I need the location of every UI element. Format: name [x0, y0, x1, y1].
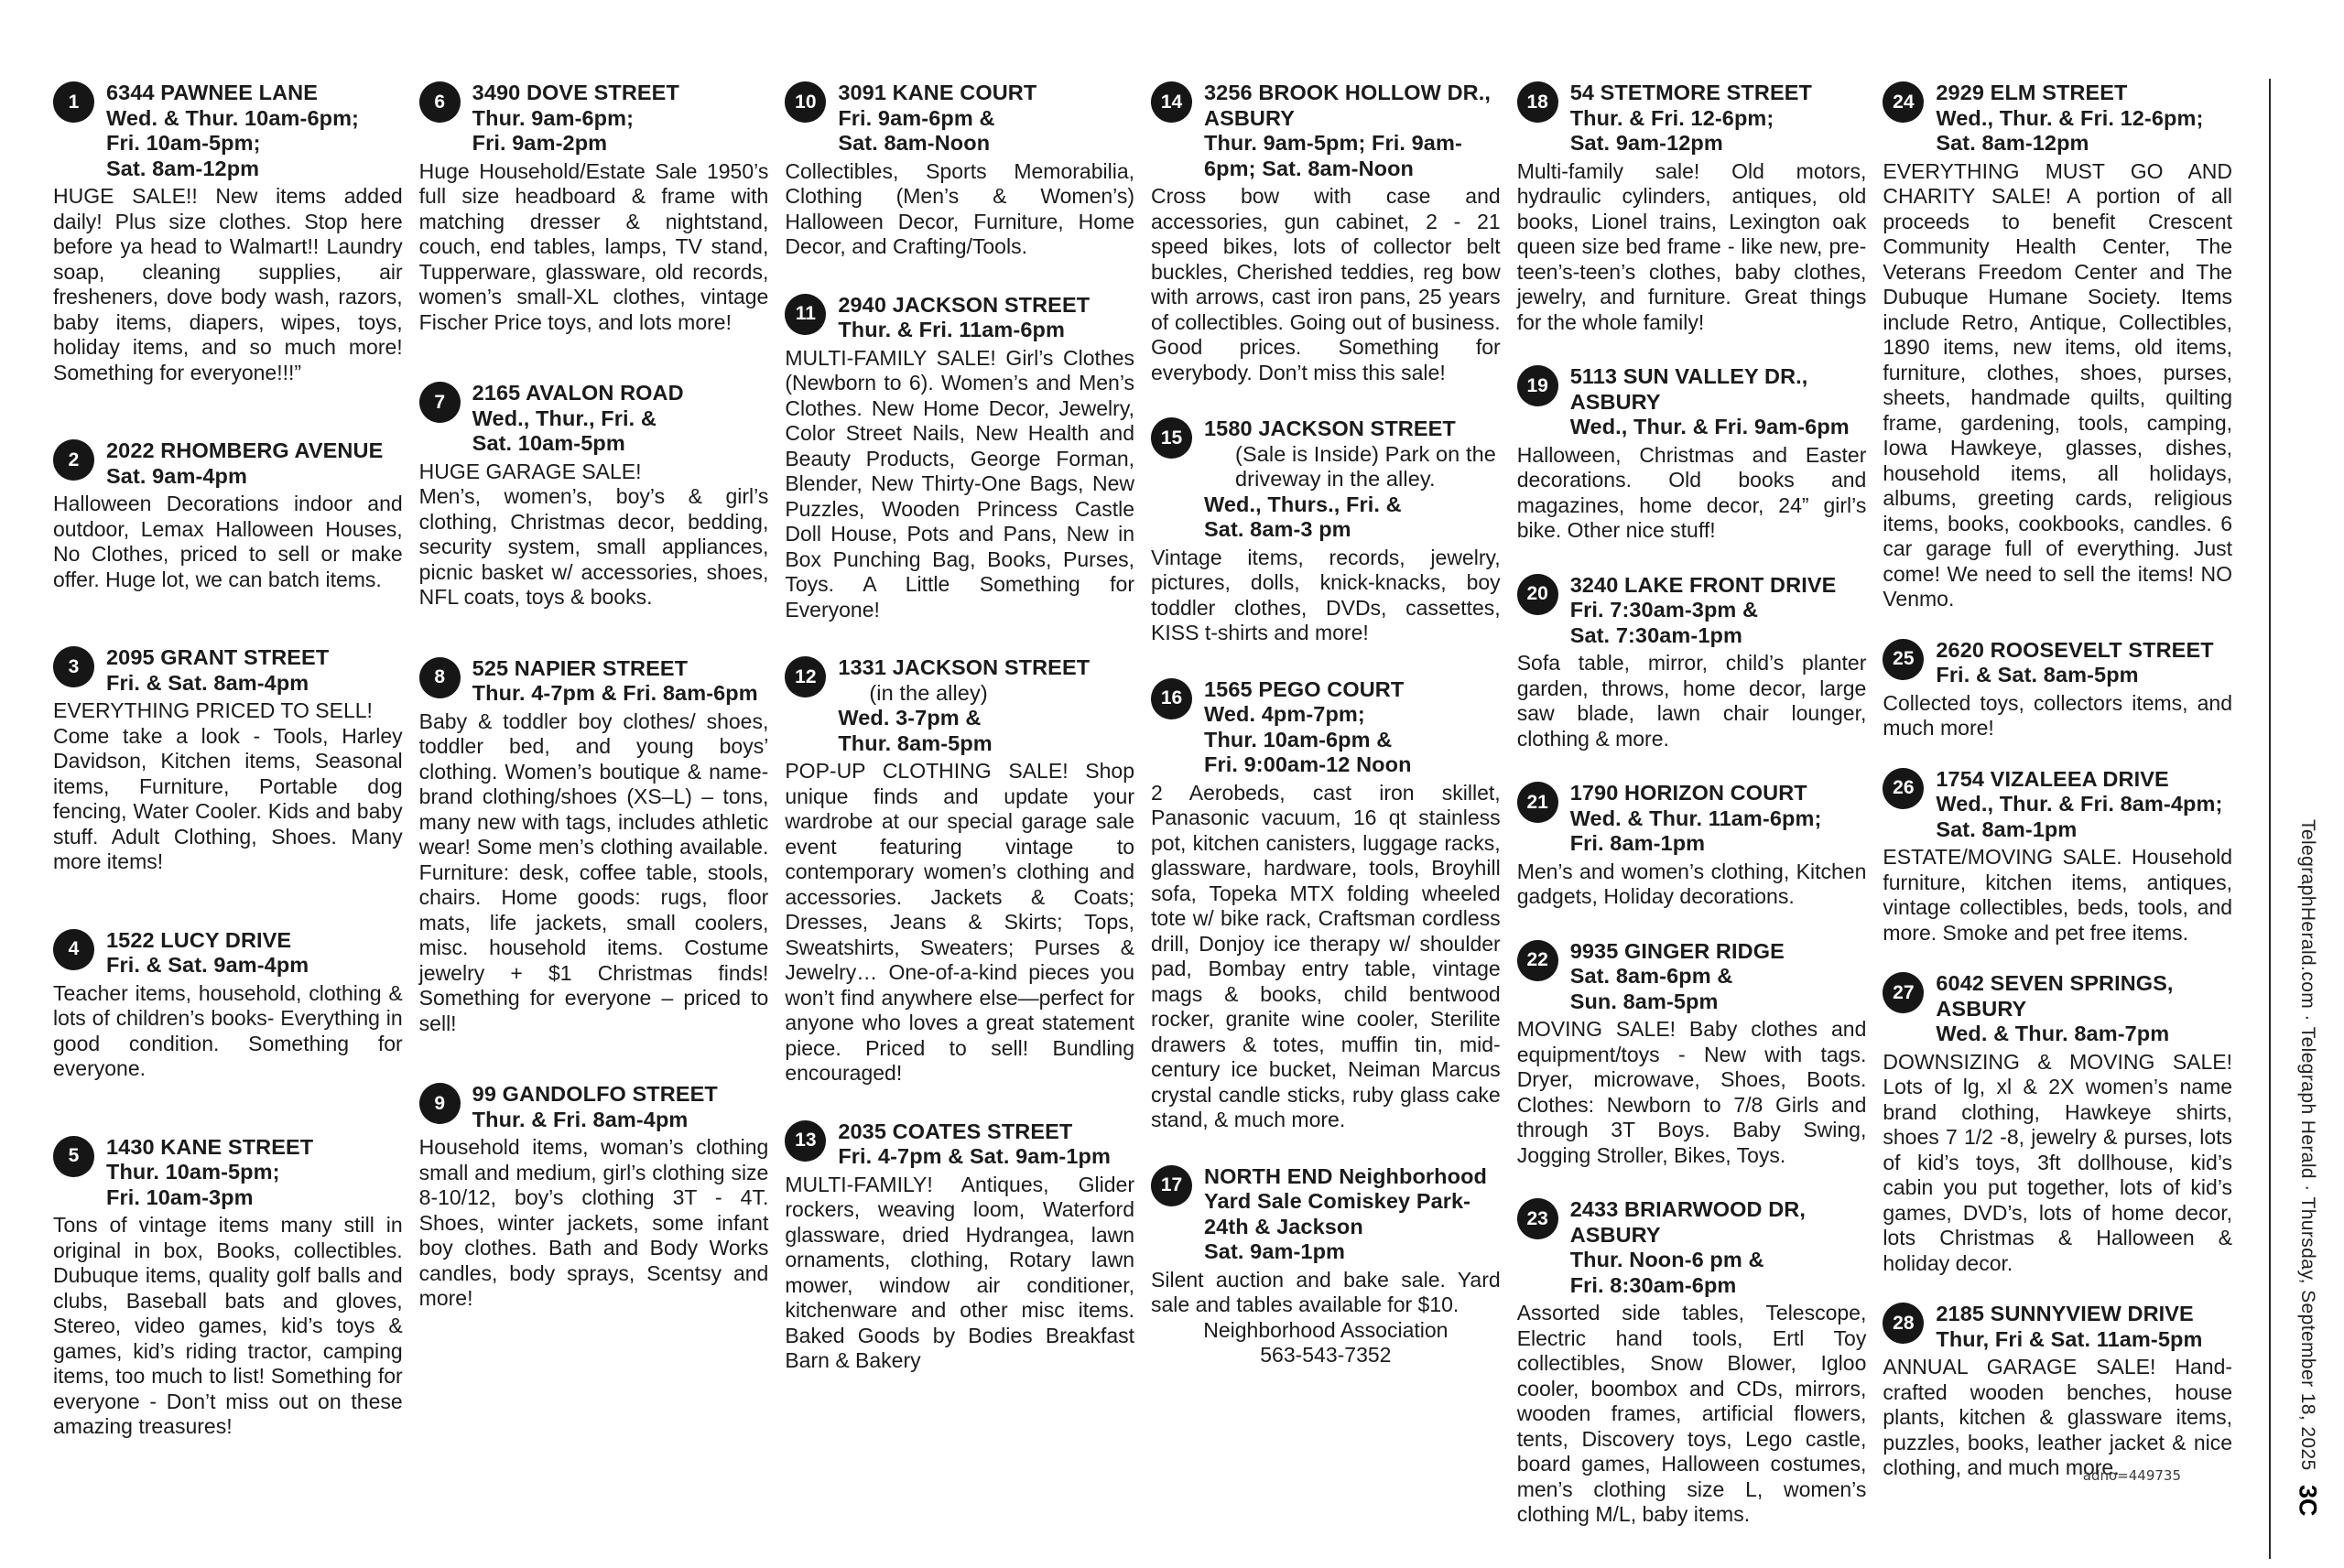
listing-address: ASBURY: [1204, 105, 1295, 130]
listing-hours: Sat. 9am-1pm: [1204, 1239, 1346, 1263]
listing-header: [1570, 364, 1867, 440]
listing-address: 24th & Jackson: [1204, 1214, 1363, 1238]
listing-address: 2165 AVALON ROAD: [472, 381, 684, 405]
listing-hours: Fri. & Sat. 8am-4pm: [106, 670, 309, 695]
listing-address: 1754 VIZALEEA DRIVE: [1936, 766, 2169, 791]
listing-address: Yard Sale Comiskey Park-: [1204, 1189, 1471, 1213]
listing-description: [53, 184, 403, 385]
listing: [419, 656, 769, 1037]
column-5: [1517, 81, 1867, 1557]
listing-description-paragraph: MULTI-FAMILY! Antiques, Glider rockers, weaving loom, Waterford glassware, dried Hydrangea, lawn ornaments, clothing, Rotary lawn mower, window air conditioner, kitchenware and other misc items. Baked Goods by Bodies Breakfast Barn & Bakery: [785, 1172, 1135, 1372]
listing-header: [1570, 939, 1867, 1015]
listing-address: NORTH END Neighborhood: [1204, 1163, 1487, 1188]
listing-note: driveway in the alley.: [1235, 467, 1436, 491]
listing-address: 3240 LAKE FRONT DRIVE: [1569, 572, 1837, 597]
listing: [1883, 638, 2232, 741]
listing-address: 1331 JACKSON STREET: [838, 655, 1091, 679]
listing: [785, 1119, 1134, 1374]
listing-number-badge: 18: [1517, 81, 1558, 123]
listing-number-badge: 6: [419, 81, 461, 123]
listing-hours: Wed. 3-7pm &: [838, 706, 982, 730]
listing-header: [472, 81, 769, 157]
listing-hours: Fri. 8:30am-6pm: [1569, 1272, 1737, 1297]
listing: [53, 81, 403, 385]
listing-description-paragraph: Baby & toddler boy clothes/ shoes, toddler bed, and young boys’ clothing. Women’s boutique & name-brand clothing/shoes (XS–L) – tons, many new with tags, includes athletic wear! Some men’s clothing available. Furniture: desk, coffee table, stools, chairs. Home goods: rugs, floor mats, life jackets, small coolers, misc. household items. Costume jewelry + $1 Christmas finds! Something for everyone – priced to sell!: [418, 708, 769, 1035]
listing-hours: Thur. & Fri. 8am-4pm: [472, 1107, 689, 1131]
listing-hours: Fri. 4-7pm & Sat. 9am-1pm: [838, 1144, 1111, 1168]
listing-description-paragraph: Assorted side tables, Telescope, Electric hand tools, Ertl Toy collectibles, Snow Blower, Igloo cooler, boombox and CDs, mirrors, wooden frames, artificial flowers, tents, Discovery toys, Lego castle, board games, Halloween costumes, men’s clothing size L, women’s clothing M/L, baby items.: [1516, 1301, 1867, 1526]
listing-number-badge: 27: [1883, 972, 1924, 1013]
listing-description-paragraph: Vintage items, records, jewelry, pictures, dolls, knick-knacks, boy toddler clothes, DVDs, cassettes, KISS t-shirts and more!: [1151, 545, 1501, 644]
listing-description-paragraph: Tons of vintage items many still in original in box, Books, collectibles. Dubuque items, quality golf balls and clubs, Baseball bats and gloves, Stereo, video games, kid’s toys & games, kid’s riding tractor, camping items, too much to list! Something for everyone - Don’t miss out on these amazing treasures!: [53, 1213, 403, 1438]
listing-header: [838, 1119, 1134, 1170]
listing-description: [1517, 860, 1867, 910]
listing-description-paragraph: Household items, woman’s clothing small and medium, girl’s clothing size 8-10/12, boy’s clothing 3T - 4T. Shoes, winter jackets, some infant boy clothes. Bath and Body Works candles, body sprays, Scentsy and more!: [418, 1135, 769, 1310]
listing-hours: Thur. Noon-6 pm &: [1569, 1248, 1764, 1271]
listing-number-badge: 25: [1883, 639, 1924, 680]
listing-number-badge: 4: [53, 929, 94, 970]
listing-hours: Thur. 9am-5pm; Fri. 9am-: [1204, 131, 1462, 155]
listing-address: 1522 LUCY DRIVE: [106, 927, 292, 952]
listing: [785, 655, 1134, 1087]
listing: [1517, 573, 1867, 752]
listing-contact-line: 563-543-7352: [1260, 1343, 1392, 1367]
listing-number-badge: 5: [53, 1136, 94, 1177]
listing-header: [838, 293, 1134, 343]
listing-description-paragraph: Men’s and women’s clothing, Kitchen gadgets, Holiday decorations.: [1516, 859, 1867, 908]
listing-description-paragraph: Men’s, women’s, boy’s & girl’s clothing, Christmas decor, bedding, security system, small appliances, picnic basket w/ accessories, shoes, NFL coats, toys & books.: [418, 484, 769, 609]
listing-hours: Sat. 8am-Noon: [838, 131, 991, 155]
listing: [1517, 781, 1867, 910]
listing-address: 525 NAPIER STREET: [472, 655, 689, 680]
listing-header: [1936, 1302, 2232, 1352]
listing-hours: Sat. 9am-12pm: [1569, 131, 1723, 155]
listing-number-badge: 17: [1151, 1165, 1192, 1206]
listing-number-badge: 15: [1151, 417, 1192, 459]
listing-hours: Fri. 10am-3pm: [106, 1184, 254, 1209]
listing-header: [1936, 767, 2232, 843]
listing-number-badge: 3: [53, 646, 94, 687]
listing-number-badge: 14: [1151, 81, 1192, 123]
listing-hours: Thur. & Fri. 12-6pm;: [1569, 105, 1774, 130]
page-edge-strip: [2269, 79, 2344, 1559]
listing-number-badge: 23: [1517, 1198, 1558, 1239]
listing-description-paragraph: HUGE SALE!! New items added daily! Plus size clothes. Stop here before ya head to Walmart!! Laundry soap, cleaning supplies, air fresheners, dove body wash, razors, baby items, diapers, wipes, toys, holiday items, and so much more! Something for everyone!!!”: [53, 184, 403, 384]
listing-address: 1790 HORIZON COURT: [1569, 781, 1807, 805]
listing-hours: Sat. 7:30am-1pm: [1569, 622, 1742, 647]
listing-number-badge: 24: [1883, 81, 1924, 123]
listing-description: [1883, 845, 2232, 946]
listing-hours: 6pm; Sat. 8am-Noon: [1204, 156, 1415, 180]
listing-hours: Thur. 10am-5pm;: [106, 1160, 280, 1184]
column-2: [419, 81, 769, 1557]
listing-description-paragraph: Silent auction and bake sale. Yard sale and tables available for $10.: [1151, 1267, 1501, 1316]
listing: [53, 1135, 403, 1440]
listing-header: [1204, 677, 1501, 778]
listing-description: [785, 159, 1134, 260]
listing-hours: Wed., Thurs., Fri. &: [1204, 492, 1402, 516]
listing-hours: Sat. 10am-5pm: [472, 431, 625, 455]
listing-number-badge: 2: [53, 439, 94, 481]
listing-hours: Fri. 10am-5pm;: [106, 131, 261, 155]
listing-address: 2035 COATES STREET: [838, 1119, 1073, 1143]
listing-hours: Fri. 9am-6pm &: [838, 105, 995, 130]
listing-hours: Fri. 9am-2pm: [472, 131, 608, 155]
listing-address: 9935 GINGER RIDGE: [1569, 938, 1785, 963]
listing-hours: Thur. & Fri. 11am-6pm: [838, 318, 1065, 341]
listing-description: [1517, 1301, 1867, 1528]
listing-address: 2185 SUNNYVIEW DRIVE: [1936, 1302, 2194, 1325]
listing-number-badge: 28: [1883, 1303, 1924, 1344]
column-6: [1883, 81, 2232, 1557]
listing-header: [1570, 81, 1867, 157]
listing-hours: Sat. 8am-12pm: [106, 156, 260, 180]
listing-address: 1430 KANE STREET: [106, 1134, 314, 1159]
listings-columns: [53, 81, 2232, 1557]
listing: [1883, 1302, 2232, 1481]
listing-address: 2095 GRANT STREET: [106, 645, 330, 669]
listing-description-paragraph: Huge Household/Estate Sale 1950’s full size headboard & frame with matching dresser & nightstand, couch, end tables, lamps, TV stand, Tupperware, glassware, old records, women’s small-XL clothes, vintage Fischer Price toys, and lots more!: [418, 158, 769, 334]
listing: [1517, 364, 1867, 544]
listing-header: [472, 381, 769, 457]
listing: [1883, 767, 2232, 946]
listing-description-paragraph: Halloween, Christmas and Easter decorations. Old books and magazines, home decor, 24” girl’s bike. Other nice stuff!: [1516, 442, 1867, 542]
listing-description-paragraph: Teacher items, household, clothing & lots of children’s books- Everything in good condition. Something for everyone.: [53, 980, 403, 1080]
listing-description: [785, 759, 1134, 1087]
listing-description-paragraph: ANNUAL GARAGE SALE! Hand-crafted wooden benches, house plants, kitchen & glassware items, puzzles, books, leather jacket & nice clothing, and much more.: [1883, 1355, 2233, 1479]
column-3: [785, 81, 1134, 1557]
listing: [1151, 416, 1501, 646]
listing: [53, 645, 403, 875]
listing-description-paragraph: HUGE GARAGE SALE!: [418, 459, 642, 483]
listing-header: [106, 1135, 403, 1211]
listing-description: [53, 981, 403, 1082]
listing-hours: Fri. & Sat. 9am-4pm: [106, 953, 309, 977]
listing-description-paragraph: Collected toys, collectors items, and much more!: [1883, 690, 2233, 740]
listing-header: [1936, 638, 2232, 688]
listing-address: 2433 BRIARWOOD DR, ASBURY: [1569, 1197, 1806, 1247]
listing: [1151, 1164, 1501, 1368]
listing-address: 54 STETMORE STREET: [1569, 81, 1812, 104]
listing-address: 5113 SUN VALLEY DR., ASBURY: [1569, 364, 1808, 414]
listing-description: [1883, 1355, 2232, 1481]
listing-description-paragraph: MOVING SALE! Baby clothes and equipment/toys - New with tags. Dryer, microwave, Shoes, Boots. Clothes: Newborn to 7/8 Girls and through 3T Boys. Baby Swing, Jogging Stroller, Bikes, Toys.: [1516, 1017, 1867, 1167]
listing-header: [1570, 573, 1867, 649]
listing-address: 6042 SEVEN SPRINGS, ASBURY: [1936, 971, 2174, 1021]
column-1: [53, 81, 403, 1557]
listing-number-badge: 7: [419, 382, 461, 423]
listing-note: (Sale is Inside) Park on the: [1235, 441, 1496, 466]
listing-hours: Fri. 7:30am-3pm &: [1569, 598, 1759, 622]
listing-address: 2929 ELM STREET: [1936, 81, 2128, 104]
listing-header: [1936, 971, 2232, 1047]
listing: [785, 81, 1134, 260]
listing-address: 3256 BROOK HOLLOW DR.,: [1204, 81, 1491, 104]
listing-description: [1883, 159, 2232, 612]
listing-description-paragraph: Halloween Decorations indoor and outdoor, Lemax Halloween Houses, No Clothes, priced to sell or make offer. Huge lot, we can batch items.: [53, 492, 403, 591]
listing-description-paragraph: Come take a look - Tools, Harley Davidson, Kitchen items, Seasonal items, Furniture, Portable dog fencing, Water Cooler. Kids and baby stuff. Adult Clothing, Shoes. Many more items!: [53, 723, 403, 873]
listing-hours: Thur. 4-7pm & Fri. 8am-6pm: [472, 681, 758, 705]
listing-header: [472, 656, 769, 707]
listing-hours: Wed. & Thur. 10am-6pm;: [106, 105, 359, 130]
listing-number-badge: 20: [1517, 574, 1558, 615]
listing-description-paragraph: 2 Aerobeds, cast iron skillet, Panasonic vacuum, 16 qt stainless pot, kitchen canisters, luggage racks, glassware, hardware, tools, Broyhill sofa, Topeka MTX folding wheeled tote w/ bike rack, Craftsman cordless drill, Donjoy ice therapy w/ shoulder pad, Bombay entry table, vintage mags & books, child bentwood rocker, granite wine cooler, Sterilite drawers & totes, muffin tin, mid-century ice bucket, Neiman Marcus crystal candle sticks, ruby glass cake stand, & much more.: [1151, 780, 1501, 1131]
listing-hours: Wed. & Thur. 8am-7pm: [1936, 1022, 2170, 1045]
listing-address: 2022 RHOMBERG AVENUE: [106, 438, 384, 462]
listing: [1517, 939, 1867, 1169]
listing-hours: Sat. 8am-3 pm: [1204, 517, 1351, 541]
listing-hours: Wed., Thur. & Fri. 8am-4pm;: [1936, 792, 2223, 816]
listing-header: [106, 438, 403, 489]
listing-address: 3091 KANE COURT: [838, 81, 1037, 104]
listing-number-badge: 26: [1883, 768, 1924, 809]
listing: [419, 1082, 769, 1312]
listing-description: [419, 1135, 769, 1312]
listing-contact-line: Neighborhood Association: [1203, 1317, 1449, 1342]
listing: [419, 381, 769, 611]
listing-header: [1570, 1197, 1867, 1298]
listing-description: [1151, 781, 1501, 1133]
listing-description-paragraph: ESTATE/MOVING SALE. Household furniture, kitchen items, antiques, vintage collectibles, beds, tools, and more. Smoke and pet free items.: [1883, 845, 2233, 945]
listing-description: [1883, 691, 2232, 741]
listing-header: [472, 1082, 769, 1132]
listing-header: [1936, 81, 2232, 157]
listing-description: [53, 698, 403, 875]
listing: [1517, 1197, 1867, 1528]
listing: [1883, 81, 2232, 612]
listing-address: 2620 ROOSEVELT STREET: [1936, 637, 2214, 662]
listing-hours: Sat. 9am-4pm: [106, 463, 248, 488]
listing-number-badge: 22: [1517, 940, 1558, 981]
listing-hours: Sun. 8am-5pm: [1569, 989, 1719, 1013]
listing: [1883, 971, 2232, 1276]
listing-header: [1570, 781, 1867, 857]
listing-address: 1565 PEGO COURT: [1204, 676, 1405, 701]
listing-description-paragraph: POP-UP CLOTHING SALE! Shop unique finds and update your wardrobe at our special garage sale event featuring vintage to contemporary women’s clothing and accessories. Jackets & Coats; Dresses, Jeans & Skirts; Tops, Sweatshirts, Sweaters; Purses & Jewelry… One-of-a-kind pieces you won’t find anywhere else—perfect for anyone who loves a great statement piece. Priced to sell! Bundling encouraged!: [785, 759, 1135, 1085]
listing-description: [1517, 1017, 1867, 1168]
listing-hours: Thur. 8am-5pm: [838, 730, 993, 755]
listing-number-badge: 9: [419, 1083, 461, 1124]
listing-description-paragraph: Multi-family sale! Old motors, hydraulic cylinders, antiques, old books, Lionel trains, Lexington oak queen size bed frame - like new, pre-teen’s-teen’s clothes, baby clothes, jewelry, and furniture. Great things for the whole family!: [1516, 158, 1867, 334]
listing-description: [1151, 546, 1501, 646]
listing-header: [1204, 416, 1501, 543]
listing-header: [106, 928, 403, 979]
listing-description-paragraph: Collectibles, Sports Memorabilia, Clothing (Men’s & Women’s) Halloween Decor, Furniture, Home Decor, and Crafting/Tools.: [785, 158, 1135, 258]
listing-hours: Sat. 8am-1pm: [1936, 816, 2078, 841]
listing-number-badge: 19: [1517, 365, 1558, 406]
listing-address: 2940 JACKSON STREET: [838, 292, 1091, 317]
listing-description: [1151, 1268, 1501, 1318]
listing-description: [419, 709, 769, 1037]
edition-info: TelegraphHerald.com · Telegraph Herald · Thursday, September 18, 2025: [2297, 818, 2318, 1471]
listing-header: [838, 655, 1134, 756]
listing-address: 99 GANDOLFO STREET: [472, 1082, 718, 1106]
listing-hours: Thur. 10am-6pm &: [1204, 727, 1393, 752]
listing-number-badge: 1: [53, 81, 94, 123]
listing-description-paragraph: MULTI-FAMILY SALE! Girl’s Clothes (Newborn to 6). Women’s and Men’s Clothes. New Home Decor, Jewelry, Color Street Nails, New Health and Beauty Products, George Forman, Blender, New Thirty-One Bags, New Puzzles, Wooden Princess Castle Doll House, Pots and Pans, New in Box Punching Bag, Books, Purses, Toys. A Little Something for Everyone!: [785, 345, 1135, 622]
listing-header: [106, 645, 403, 696]
listing-description: [53, 1213, 403, 1440]
listing-hours: Fri. & Sat. 8am-5pm: [1936, 663, 2139, 687]
listing-number-badge: 21: [1517, 782, 1558, 823]
listing-hours: Thur, Fri & Sat. 11am-5pm: [1936, 1326, 2203, 1351]
listing-number-badge: 10: [785, 81, 826, 123]
listing-number-badge: 8: [419, 657, 461, 698]
listing: [1517, 81, 1867, 335]
listing-description: [1517, 159, 1867, 336]
listing-number-badge: 13: [785, 1120, 826, 1162]
listing-description-paragraph: Sofa table, mirror, child’s planter garden, throws, home decor, large saw blade, lawn chair lounger, clothing & more.: [1516, 651, 1867, 751]
listing-hours: Fri. 9:00am-12 Noon: [1204, 752, 1412, 776]
listing-description-paragraph: EVERYTHING MUST GO AND CHARITY SALE! A portion of all proceeds to benefit Crescent Community Health Center, The Veterans Freedom Center and The Dubuque Humane Society. Items include Retro, Antique, Collectibles, 1890 items, new items, old items, furniture, clothes, shoes, purses, sheets, handmade quilts, quilting frame, gardening, tools, camping, Iowa Hawkeye, glasses, dishes, household items, all holidays, albums, greeting cards, religious items, books, cookbooks, candles. 6 car garage full of everything. Just come! We need to sell the items! NO Venmo.: [1883, 158, 2233, 611]
listing-description: [1517, 443, 1867, 544]
listing-hours: Wed. 4pm-7pm;: [1204, 702, 1365, 726]
page-number: 3C: [2294, 1485, 2322, 1517]
listing-description: [785, 1173, 1134, 1374]
listing-hours: Thur. 9am-6pm;: [472, 105, 635, 130]
listing-header: [106, 81, 403, 181]
listing-address: 3490 DOVE STREET: [472, 81, 679, 104]
listing-address: 1580 JACKSON STREET: [1204, 416, 1456, 440]
listing: [1151, 81, 1501, 385]
listing-number-badge: 16: [1151, 678, 1192, 719]
listing-description-paragraph: DOWNSIZING & MOVING SALE! Lots of lg, xl & 2X women’s name brand clothing, Hawkeye shirts, shoes 7 1/2 -8, jewelry & purses, lots of kid’s toys, 3ft dollhouse, kid’s cabin you put together, lots of kid’s games, DVD’s, lots of home decor, lots Christmas & Halloween & holiday decor.: [1883, 1049, 2233, 1275]
listing-hours: Sat. 8am-6pm &: [1569, 964, 1733, 988]
listing-description: [1517, 651, 1867, 752]
listing-header: [1204, 1164, 1501, 1265]
listing-description: [419, 460, 769, 611]
listing-address: 6344 PAWNEE LANE: [106, 81, 319, 104]
listing-number-badge: 12: [785, 656, 826, 697]
listing-description: [1151, 184, 1501, 385]
listing-description-paragraph: Cross bow with case and accessories, gun cabinet, 2 - 21 speed bikes, lots of collector belt buckles, Cherished teddies, reg bow with arrows, cast iron pans, 25 years of collectibles. Going out of business. Good prices. Something for everybody. Don’t miss this sale!: [1151, 184, 1501, 384]
listing-hours: Wed., Thur. & Fri. 12-6pm;: [1936, 105, 2204, 130]
listing: [419, 81, 769, 335]
ad-number: adno=449735: [2082, 1467, 2181, 1484]
listing-header: [838, 81, 1134, 157]
listing-hours: Wed. & Thur. 11am-6pm;: [1569, 806, 1822, 830]
listing-hours: Fri. 8am-1pm: [1569, 831, 1706, 855]
listing: [1151, 677, 1501, 1133]
listing-description-paragraph: EVERYTHING PRICED TO SELL!: [53, 698, 373, 722]
listing-description: [419, 159, 769, 336]
listing-description: [1883, 1050, 2232, 1277]
listing-hours: Wed., Thur. & Fri. 9am-6pm: [1569, 415, 1850, 438]
listing-description: [53, 492, 403, 592]
listing-description: [785, 346, 1134, 623]
listing: [53, 438, 403, 592]
listing-number-badge: 11: [785, 294, 826, 335]
listing: [785, 293, 1134, 623]
listing-hours: Sat. 8am-12pm: [1936, 131, 2089, 155]
listing-note: (in the alley): [869, 680, 988, 705]
listing-hours: Wed., Thur., Fri. &: [472, 406, 657, 430]
column-4: [1151, 81, 1501, 1557]
listing: [53, 928, 403, 1082]
listing-header: [1204, 81, 1501, 181]
